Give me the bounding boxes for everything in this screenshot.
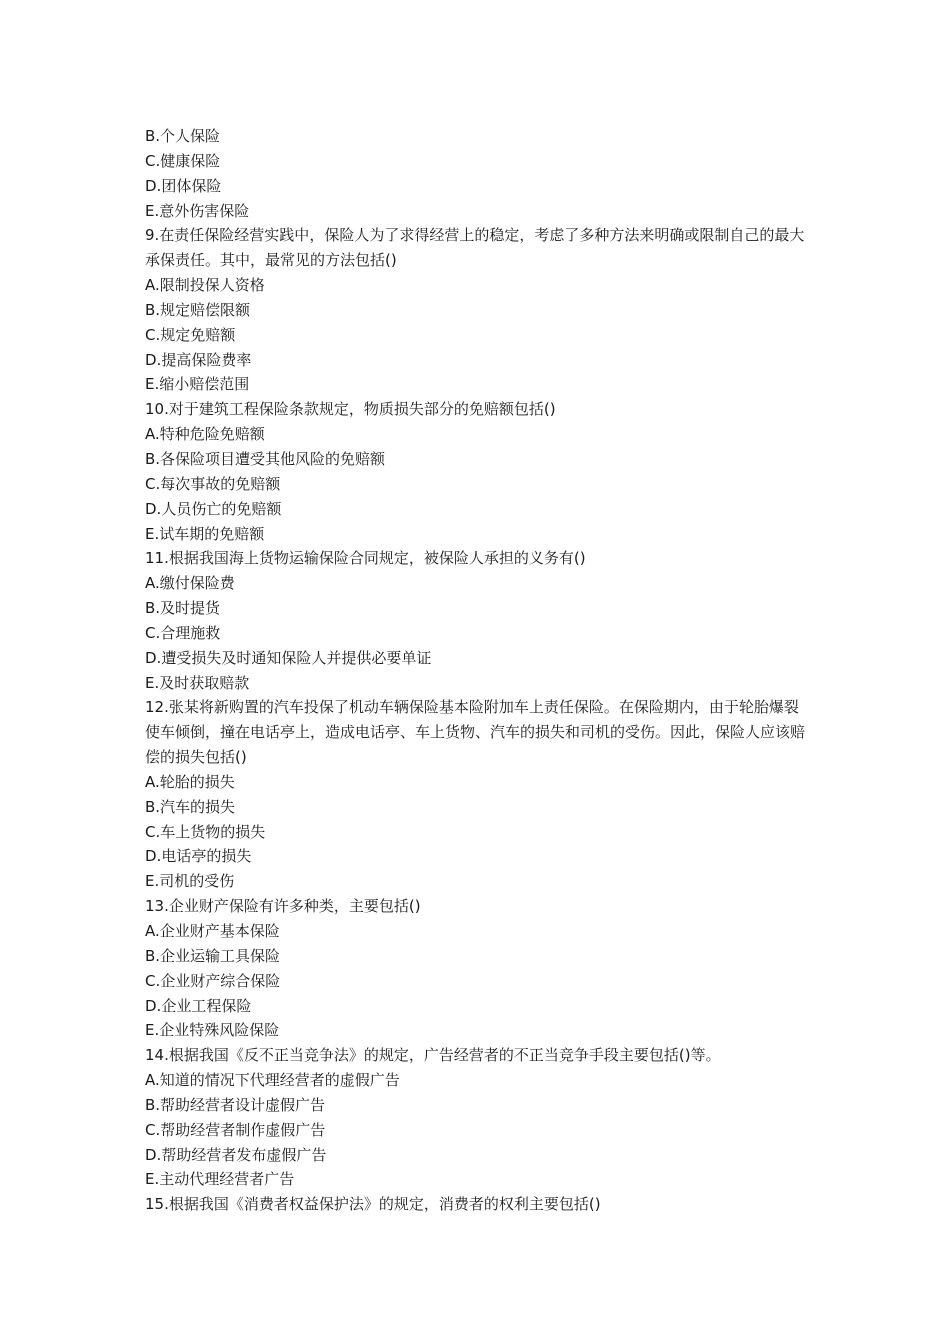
question-14: 14.根据我国《反不正当竞争法》的规定，广告经营者的不正当竞争手段主要包括()等。 xyxy=(145,1046,721,1065)
option-line: B.规定赔偿限额 xyxy=(145,300,251,319)
option-line: E.主动代理经营者广告 xyxy=(145,1170,295,1189)
option-line: C.合理施救 xyxy=(145,623,221,642)
option-line: C.规定免赔额 xyxy=(145,325,236,344)
option-line: B.个人保险 xyxy=(145,127,221,145)
option-line: A.特种危险免赔额 xyxy=(145,425,265,444)
option-line: D.人员伤亡的免赔额 xyxy=(145,499,282,518)
option-line: A.缴付保险费 xyxy=(145,574,235,593)
option-line: A.轮胎的损失 xyxy=(145,772,235,791)
option-line: B.及时提货 xyxy=(145,599,221,618)
option-line: D.企业工程保险 xyxy=(145,996,252,1015)
option-line: A.企业财产基本保险 xyxy=(145,922,280,940)
option-line: C.每次事故的免赔额 xyxy=(145,474,281,493)
question-9: 9.在责任保险经营实践中，保险人为了求得经营上的稳定，考虑了多种方法来明确或限制自己的最大承保责任。其中，最常见的方法包括() xyxy=(145,226,805,270)
option-line: E.及时获取赔款 xyxy=(145,673,250,692)
question-10: 10.对于建筑工程保险条款规定，物质损失部分的免赔额包括() xyxy=(145,400,556,419)
question-15: 15.根据我国《消费者权益保护法》的规定，消费者的权利主要包括() xyxy=(145,1195,601,1214)
option-line: B.帮助经营者设计虚假广告 xyxy=(145,1095,326,1114)
option-line: D.遭受损失及时通知保险人并提供必要单证 xyxy=(145,648,432,667)
option-line: E.司机的受伤 xyxy=(145,872,235,891)
option-line: B.企业运输工具保险 xyxy=(145,946,281,965)
option-line: A.限制投保人资格 xyxy=(145,276,265,295)
option-line: E.试车期的免赔额 xyxy=(145,524,265,543)
question-13: 13.企业财产保险有许多种类，主要包括() xyxy=(145,897,421,916)
option-line: C.健康保险 xyxy=(145,151,221,170)
option-line: D.提高保险费率 xyxy=(145,350,252,369)
question-12: 12.张某将新购置的汽车投保了机动车辆保险基本险附加车上责任保险。在保险期内，由于轮胎爆裂使车倾倒，撞在电话亭上，造成电话亭、车上货物、汽车的损失和司机的受伤。因此，保险人应该赔偿的损失包括() xyxy=(145,698,806,767)
option-line: E.缩小赔偿范围 xyxy=(145,375,250,394)
document-body xyxy=(145,124,810,1217)
option-line: B.汽车的损失 xyxy=(145,797,236,816)
option-line: E.意外伤害保险 xyxy=(145,201,250,220)
option-line: C.帮助经营者制作虚假广告 xyxy=(145,1120,326,1139)
option-line: A.知道的情况下代理经营者的虚假广告 xyxy=(145,1071,400,1090)
option-line: B.各保险项目遭受其他风险的免赔额 xyxy=(145,449,386,468)
question-11: 11.根据我国海上货物运输保险合同规定，被保险人承担的义务有() xyxy=(145,549,586,568)
option-line: C.车上货物的损失 xyxy=(145,822,266,841)
option-line: C.企业财产综合保险 xyxy=(145,971,281,990)
option-line: D.电话亭的损失 xyxy=(145,847,252,866)
option-line: D.帮助经营者发布虚假广告 xyxy=(145,1145,327,1164)
option-line: E.企业特殊风险保险 xyxy=(145,1021,280,1040)
option-line: D.团体保险 xyxy=(145,176,222,195)
